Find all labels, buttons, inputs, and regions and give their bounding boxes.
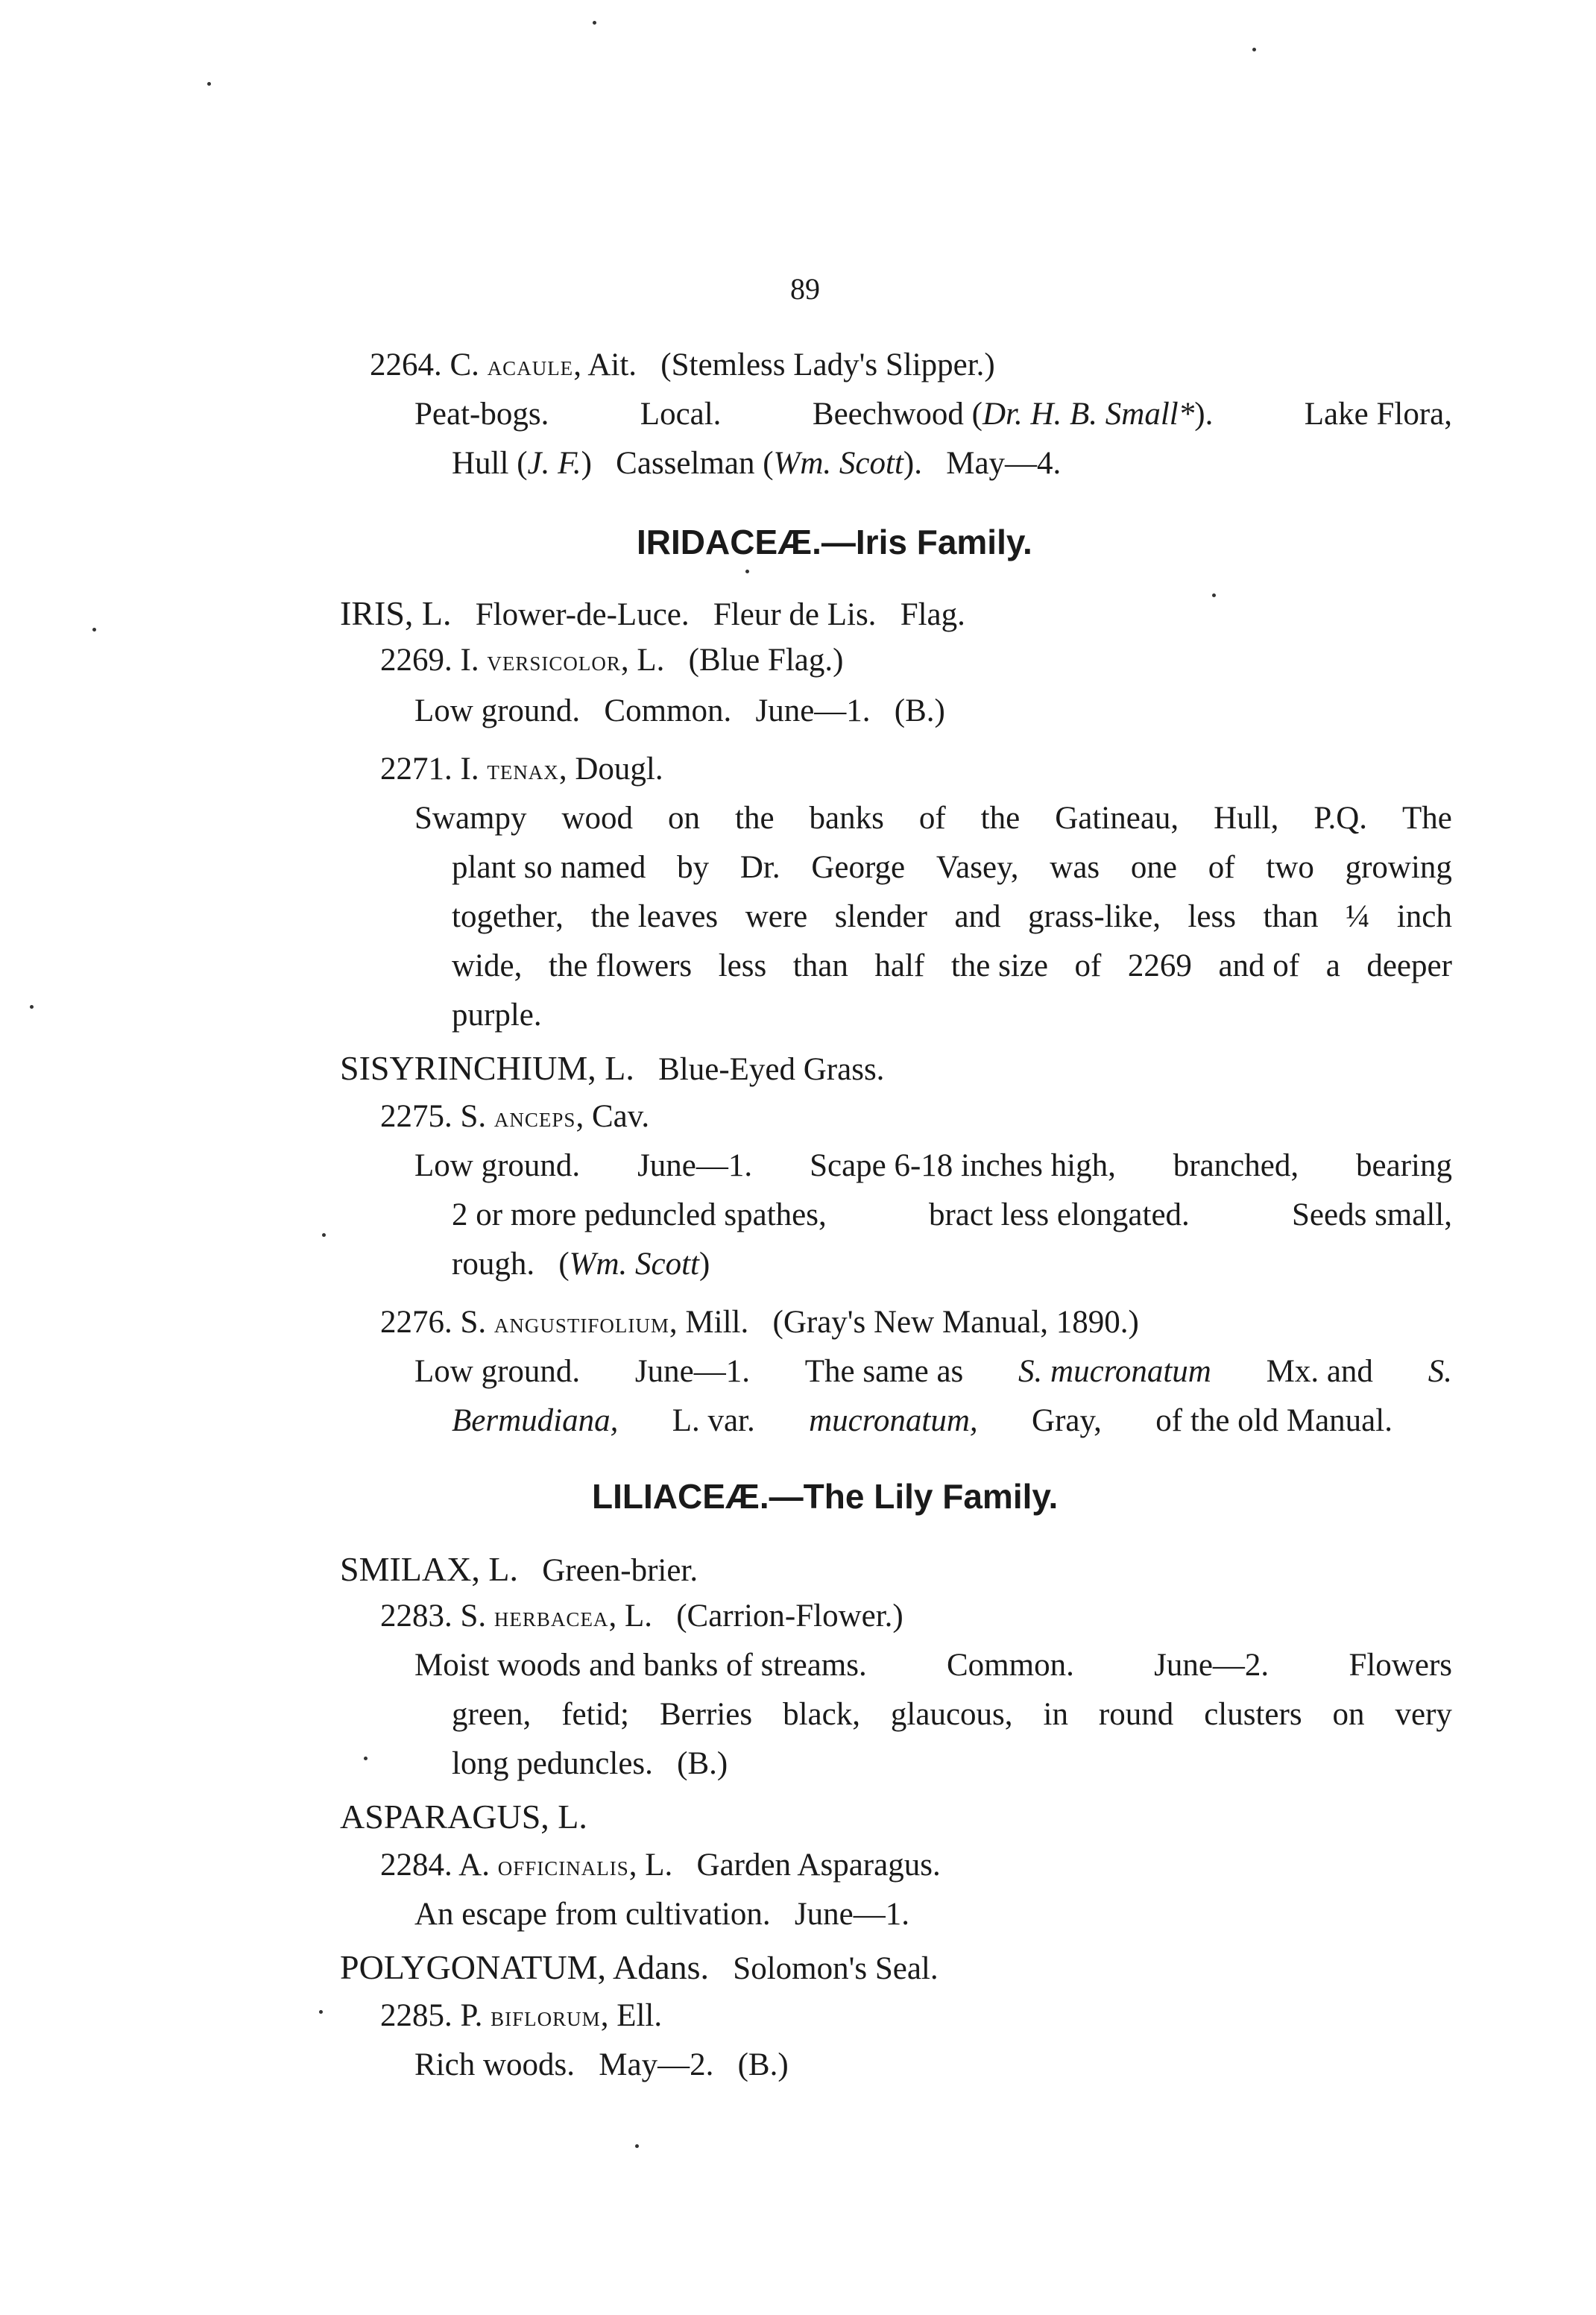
entry-2275-text-3: rough. (Wm. Scott) [452,1247,710,1282]
scan-speck [635,2144,639,2148]
scan-speck [207,82,211,86]
entry-2284-heading: 2284. A. officinalis, L. Garden Asparagus. [380,1848,941,1883]
family-heading-liliaceae: LILIACEÆ.—The Lily Family. [592,1477,1059,1516]
entry-2271-text-4: wide, the flowers less than half the size of 2269 and of a deeper [452,948,1452,983]
entry-2276-text-1: Low ground. June—1. The same as S. mucronatum Mx. and S. [414,1354,1452,1389]
entry-2276-heading: 2276. S. angustifolium, Mill. (Gray's New Manual, 1890.) [380,1305,1139,1340]
entry-2284-text: An escape from cultivation. June—1. [414,1897,909,1932]
entry-2283-text-2: green, fetid; Berries black, glaucous, in round clusters on very [452,1697,1452,1732]
entry-2264-text-2: Hull (J. F.) Casselman (Wm. Scott). May—4. [452,446,1062,481]
entry-2283-text-1: Moist woods and banks of streams. Common. June—2. Flowers [414,1648,1452,1683]
entry-2264-text-1: Peat-bogs. Local. Beechwood (Dr. H. B. Small*). Lake Flora, [414,397,1452,432]
genus-iris: IRIS, L. Flower-de-Luce. Fleur de Lis. Flag. [340,594,965,632]
family-heading-iridaceae: IRIDACEÆ.—Iris Family. [637,523,1032,561]
entry-2269-heading: 2269. I. versicolor, L. (Blue Flag.) [380,643,844,678]
entry-2275-text-1: Low ground. June—1. Scape 6-18 inches high, branched, bearing [414,1148,1452,1183]
entry-2269-text: Low ground. Common. June—1. (B.) [414,693,945,728]
scan-speck [30,1005,34,1009]
scan-speck [593,21,596,25]
scan-speck [745,570,749,573]
entry-2271-heading: 2271. I. tenax, Dougl. [380,752,663,787]
entry-2271-text-1: Swampy wood on the banks of the Gatineau, Hull, P.Q. The [414,801,1452,836]
entry-2275-heading: 2275. S. anceps, Cav. [380,1099,650,1134]
entry-2283-text-3: long peduncles. (B.) [452,1746,728,1781]
entry-2271-text-2: plant so named by Dr. George Vasey, was one of two growing [452,850,1452,885]
genus-sisyrinchium: SISYRINCHIUM, L. Blue-Eyed Grass. [340,1049,885,1087]
entry-2271-text-3: together, the leaves were slender and grass-like, less than ¼ inch [452,899,1452,934]
scan-speck [1252,48,1256,51]
scan-speck [364,1757,368,1760]
entry-2275-text-2: 2 or more peduncled spathes, bract less elongated. Seeds small, [452,1197,1452,1232]
entry-2264-heading: 2264. C. acaule, Ait. (Stemless Lady's Slipper.) [370,347,995,382]
page-number: 89 [790,272,820,306]
scan-speck [319,2010,323,2014]
genus-polygonatum: POLYGONATUM, Adans. Solomon's Seal. [340,1948,939,1986]
scan-speck [1212,593,1216,597]
entry-2285-text: Rich woods. May—2. (B.) [414,2047,789,2082]
entry-2285-heading: 2285. P. biflorum, Ell. [380,1998,663,2033]
genus-asparagus: ASPARAGUS, L. [340,1798,587,1836]
genus-smilax: SMILAX, L. Green-brier. [340,1550,698,1588]
entry-2276-text-2: Bermudiana, L. var. mucronatum, Gray, of the old Manual. [452,1403,1392,1438]
scan-speck [92,628,96,631]
entry-2283-heading: 2283. S. herbacea, L. (Carrion-Flower.) [380,1599,903,1634]
entry-2271-text-5: purple. [452,998,542,1033]
scan-speck [322,1233,326,1237]
